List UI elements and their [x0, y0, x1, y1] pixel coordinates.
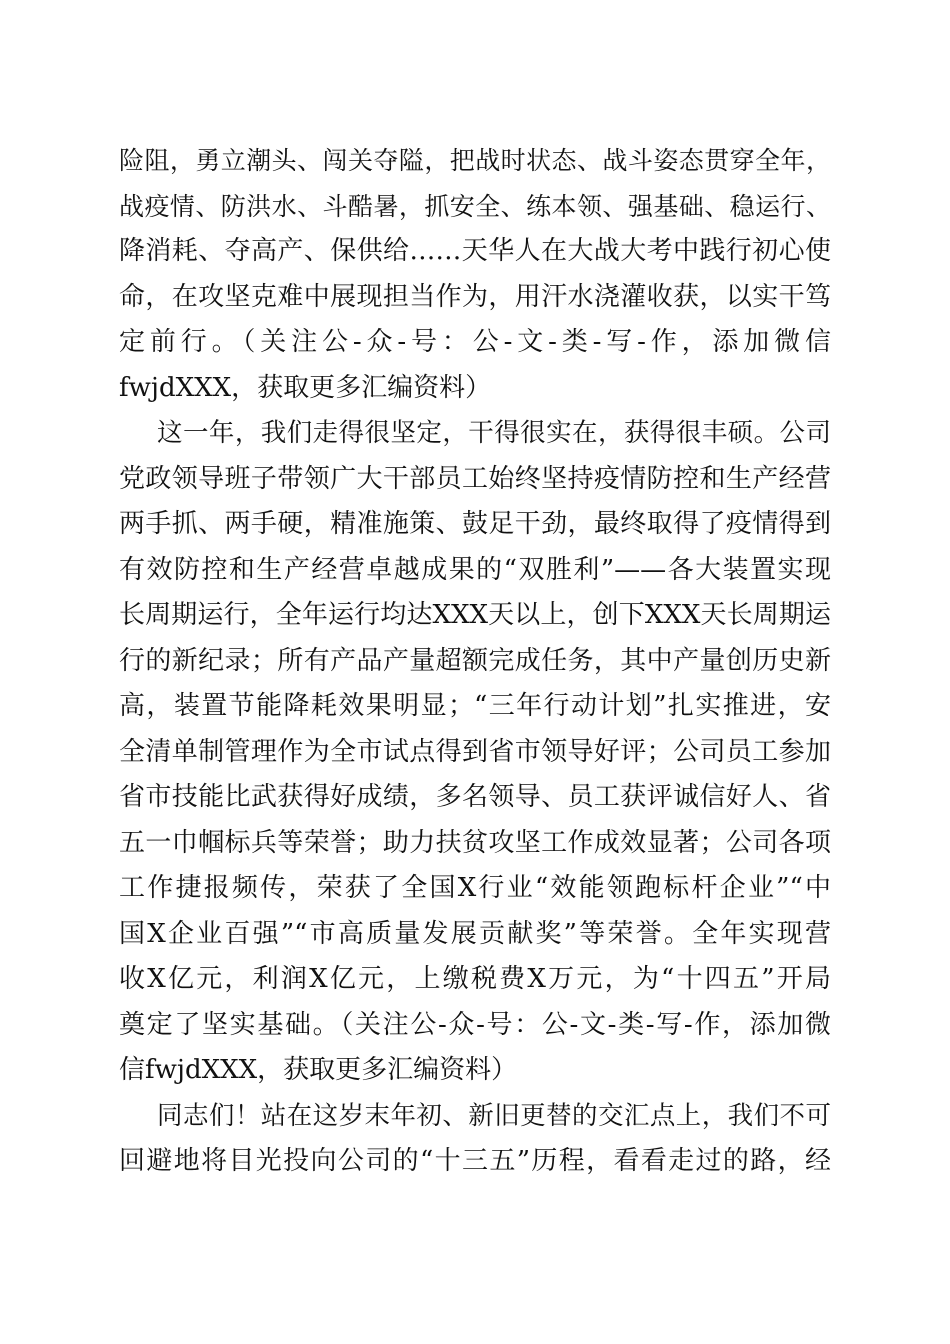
text-line: 降消耗、夺高产、保供给……天华人在大战大考中践行初心使 [119, 236, 831, 266]
text-line: 战疫情、防洪水、斗酷暑，抓安全、练本领、强基础、稳运行、 [119, 191, 831, 221]
text-line: 高，装置节能降耗效果明显；“三年行动计划”扎实推进，安 [119, 691, 831, 721]
text-line: 定前行。（关注公-众-号：公-文-类-写-作，添加微信 [119, 327, 831, 357]
paragraph-1 [119, 138, 831, 411]
text-line: 党政领导班子带领广大干部员工始终坚持疫情防控和生产经营 [119, 463, 831, 494]
text-line: 奠定了坚实基础。（关注公-众-号：公-文-类-写-作，添加微 [119, 1009, 831, 1040]
text-line: 回避地将目光投向公司的“十三五”历程，看看走过的路，经 [119, 1146, 831, 1176]
text-line: 长周期运行，全年运行均达XXX天以上，创下XXX天长周期运 [119, 600, 831, 630]
text-line: 这一年，我们走得很坚定，干得很实在，获得很丰硕。公司 [157, 418, 831, 448]
paragraph-3 [119, 1094, 831, 1185]
text-line: 行的新纪录；所有产品产量超额完成任务，其中产量创历史新 [119, 645, 831, 676]
text-line: 五一巾帼标兵等荣誉；助力扶贫攻坚工作成效显著；公司各项 [119, 827, 831, 858]
paragraph-2 [119, 411, 831, 1094]
text-line: 险阻，勇立潮头、闯关夺隘，把战时状态、战斗姿态贯穿全年， [119, 146, 831, 175]
text-line: 命，在攻坚克难中展现担当作为，用汗水浇灌收获，以实干笃 [119, 281, 831, 312]
text-line: 工作捷报频传，荣获了全国X行业“效能领跑标杆企业”“中 [119, 873, 831, 903]
text-line: 全清单制管理作为全市试点得到省市领导好评；公司员工参加 [119, 736, 831, 767]
text-line: 省市技能比武获得好成绩，多名领导、员工获评诚信好人、省 [119, 782, 831, 812]
text-line: 同志们！站在这岁末年初、新旧更替的交汇点上，我们不可 [157, 1100, 831, 1131]
text-line: 信fwjdXXX，获取更多汇编资料） [119, 1055, 518, 1085]
document-body [119, 138, 831, 1185]
text-line: 两手抓、两手硬，精准施策、鼓足干劲，最终取得了疫情得到 [119, 509, 831, 539]
text-line: 国X企业百强”“市高质量发展贡献奖”等荣誉。全年实现营 [119, 918, 831, 949]
text-line: fwjdXXX，获取更多汇编资料） [119, 372, 492, 403]
text-line: 有效防控和生产经营卓越成果的“双胜利”——各大装置实现 [119, 554, 831, 585]
text-line: 收X亿元，利润X亿元，上缴税费X万元，为“十四五”开局 [119, 964, 831, 994]
